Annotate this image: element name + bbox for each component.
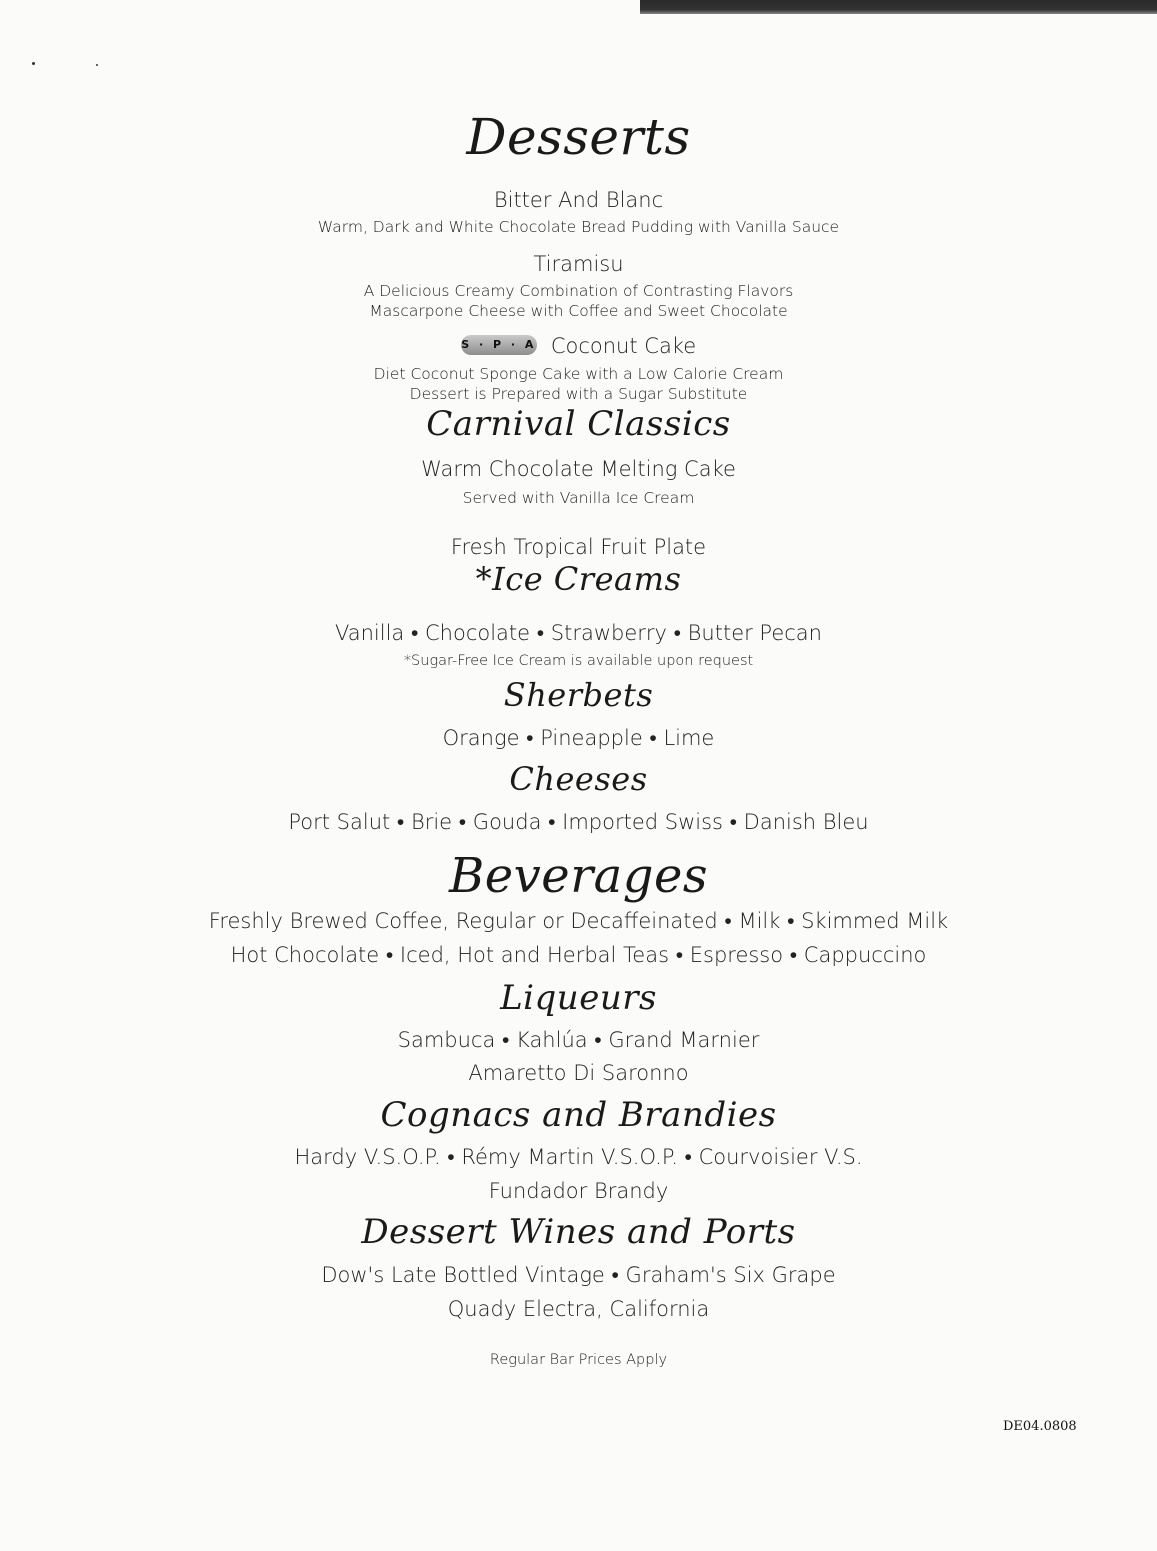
menu-item-name: Coconut Cake [550,334,697,358]
bar-prices-note: Regular Bar Prices Apply [489,1352,668,1368]
beverage-line: Hot Chocolate • Iced, Hot and Herbal Teas • Espresso • Cappuccino [230,943,927,967]
beverage-line: Freshly Brewed Coffee, Regular or Decaffeinated • Milk • Skimmed Milk [208,909,949,933]
menu-item-description: Mascarpone Cheese with Coffee and Sweet Chocolate [369,302,788,320]
menu-item-description: A Delicious Creamy Combination of Contrasting Flavors [363,282,794,300]
page-edge-shadow [640,0,1157,14]
desserts-heading: Desserts [466,108,691,166]
sugar-free-note: *Sugar-Free Ice Cream is available upon request [403,653,754,669]
cheeses-heading: Cheeses [509,760,648,798]
wine-line: Quady Electra, California [447,1297,710,1321]
liqueur-line: Amaretto Di Saronno [468,1061,689,1085]
document-code: DE04.0808 [1003,1419,1077,1434]
menu-item-description: Served with Vanilla Ice Cream [462,489,695,507]
menu-item-name: Bitter And Blanc [493,188,664,212]
scan-speck [96,64,98,66]
menu-item-description: Diet Coconut Sponge Cake with a Low Calorie Cream [373,365,784,383]
scan-speck [32,62,35,65]
menu-item-coconut-cake [0,334,1157,358]
menu-item-description: Warm, Dark and White Chocolate Bread Pudding with Vanilla Sauce [317,218,840,236]
menu-item-name: Warm Chocolate Melting Cake [421,457,736,481]
cheese-list: Port Salut • Brie • Gouda • Imported Swiss • Danish Bleu [288,810,869,834]
cognacs-brandies-heading: Cognacs and Brandies [380,1095,777,1135]
ice-creams-heading: *Ice Creams [475,560,682,598]
menu-item-description: Dessert is Prepared with a Sugar Substitute [409,385,748,403]
menu-item-name: Tiramisu [533,252,624,276]
menu-item-name: Fresh Tropical Fruit Plate [450,535,707,559]
cognac-line: Hardy V.S.O.P. • Rémy Martin V.S.O.P. • Courvoisier V.S. [294,1145,863,1169]
dessert-wines-heading: Dessert Wines and Ports [361,1212,796,1252]
liqueurs-heading: Liqueurs [500,978,657,1018]
sherbet-flavors: Orange • Pineapple • Lime [442,726,715,750]
cognac-line: Fundador Brandy [488,1179,669,1203]
carnival-classics-heading: Carnival Classics [426,404,731,444]
ice-cream-flavors: Vanilla • Chocolate • Strawberry • Butter Pecan [335,621,822,645]
liqueur-line: Sambuca • Kahlúa • Grand Marnier [397,1028,760,1052]
sherbets-heading: Sherbets [503,676,654,714]
beverages-heading: Beverages [448,848,709,904]
wine-line: Dow's Late Bottled Vintage • Graham's Six Grape [321,1263,836,1287]
spa-badge: S · P · A [461,335,537,355]
